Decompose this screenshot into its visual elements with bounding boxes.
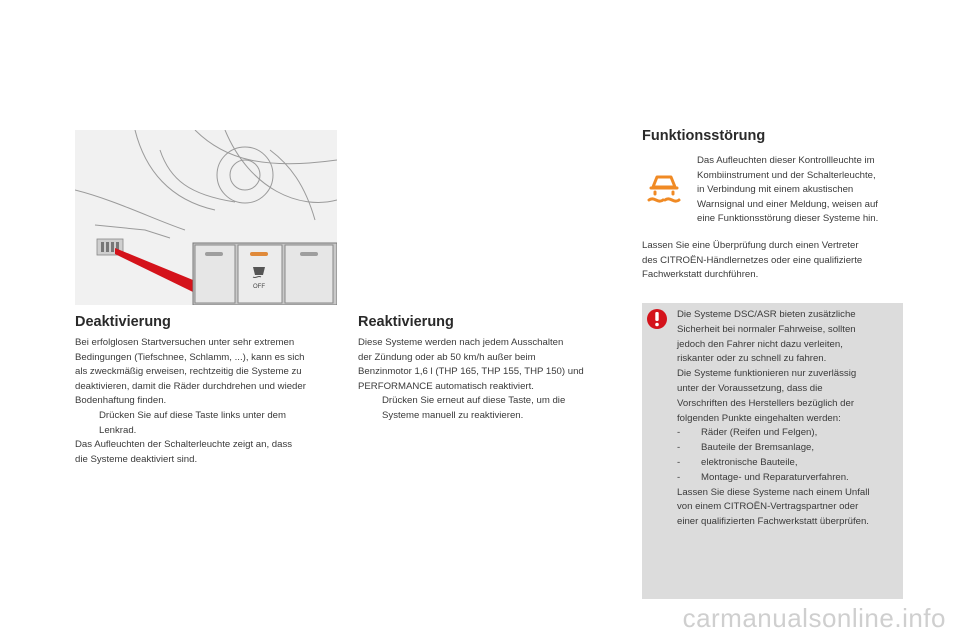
reaktivierung-text: Diese Systeme werden nach jedem Ausschalten der Zündung oder ab 50 km/h außer beim Benzinmotor 1,6 l (THP 165, THP 155, THP 150) und PERFORMANCE automatisch reaktiviert. Drücken Sie erneut auf diese Taste, um die Systeme manuell zu reaktivieren. xyxy=(358,336,620,424)
funktionsstoerung-icon-text: Das Aufleuchten dieser Kontrollleuchte im Kombiinstrument und der Schalterleuchte, in Verbindung mit einem akustischen Warnsignal und einer Meldung, weisen auf eine Funktionsstörung dieser Systeme hin. xyxy=(697,155,879,225)
bullet-marker xyxy=(75,409,99,438)
list-item: - Bauteile der Bremsanlage, xyxy=(677,442,815,454)
funktionsstoerung-advice: Lassen Sie eine Überprüfung durch einen Vertreter des CITROËN-Händlernetzes oder eine qualifizierte Fachwerkstatt durchführen. xyxy=(642,240,863,281)
bullet-marker xyxy=(358,394,382,423)
deaktivierung-text: Bei erfolglosen Startversuchen unter sehr extremen Bedingungen (Tiefschnee, Schlamm, ...), kann es sich als zweckmäßig erweisen, rechtzeitig die Systeme zu deaktivieren, damit die Räder durchdrehen und wieder Bodenhaftung finden. Drücken Sie auf diese Taste links unter dem Lenkrad. Das Aufleuchten der Schalterleuchte zeigt an, dass die Systeme deaktiviert sind. xyxy=(75,336,337,467)
exclamation-warning-icon xyxy=(646,308,668,330)
switch-block xyxy=(193,243,337,305)
watermark: carmanualsonline.info xyxy=(682,603,946,633)
traction-fault-warning-icon xyxy=(643,165,685,207)
dashboard-switch-illustration xyxy=(75,130,337,305)
heading-funktionsstoerung: Funktionsstörung xyxy=(642,128,766,144)
heading-deaktivierung: Deaktivierung xyxy=(75,314,171,330)
switch-off-label: OFF xyxy=(253,284,265,290)
heading-reaktivierung: Reaktivierung xyxy=(358,314,454,330)
bullet-item: Drücken Sie erneut auf diese Taste, um die Systeme manuell zu reaktivieren. xyxy=(358,394,620,423)
safety-warning-text: Die Systeme DSC/ASR bieten zusätzliche Sicherheit bei normaler Fahrweise, sollten jedoch den Fahrer nicht dazu verleiten, riskanter oder zu schnell zu fahren. Die Systeme funktionieren nur zuverlässig unter der Voraussetzung, dass die Vorschriften des Herstellers bezüglich der folgenden Punkte eingehalten werden: - Räder (Reifen und Felgen), - Bauteile der Bremsanlage, - elektronische Bauteile, - Montage- und Reparaturverfahren. Lassen Sie diese Systeme nach einem Unfall von einem CITROËN-Vertragspartner oder einer qualifizierten Fachwerkstatt überprüfen. xyxy=(677,308,899,530)
list-item: - elektronische Bauteile, xyxy=(677,456,798,468)
bullet-item: Drücken Sie auf diese Taste links unter dem Lenkrad. xyxy=(75,409,337,438)
list-item: - Montage- und Reparaturverfahren. xyxy=(677,471,849,483)
list-item: - Räder (Reifen und Felgen), xyxy=(677,427,818,439)
